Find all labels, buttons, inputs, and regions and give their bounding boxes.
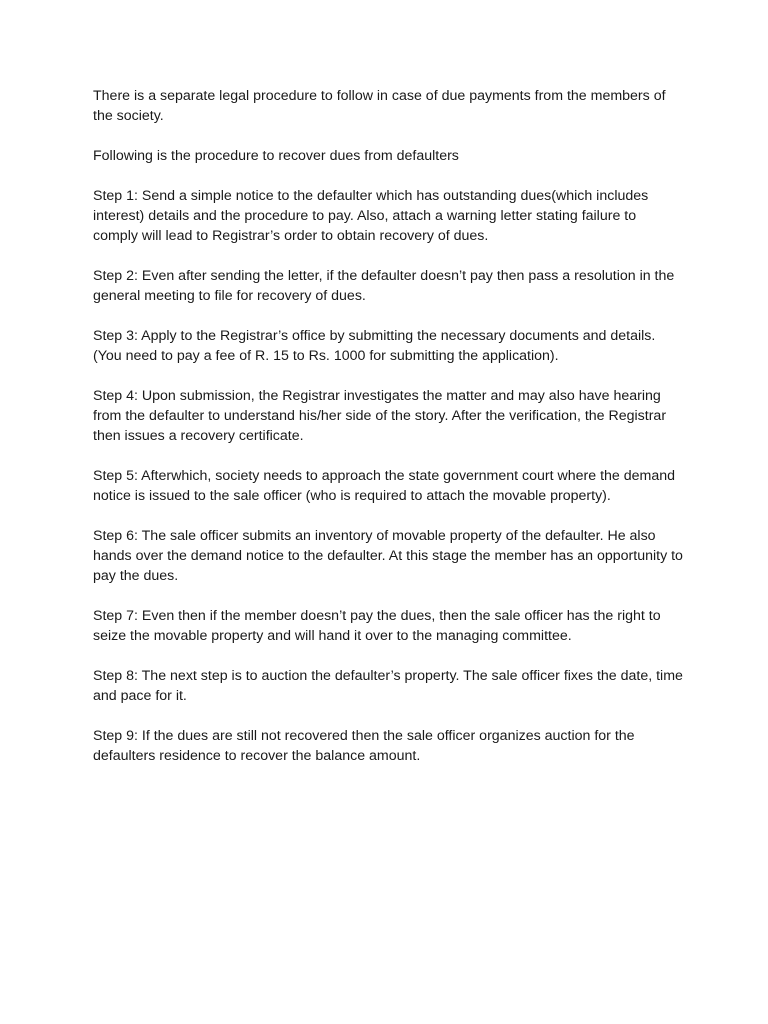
step-1-paragraph: Step 1: Send a simple notice to the defaulter which has outstanding dues(which includes interest) details and the procedure to pay. Also, attach a warning letter stating failure to comply will lead to Registrar’s order to obtain recovery of dues.	[93, 188, 649, 244]
intro-paragraph: There is a separate legal procedure to follow in case of due payments from the members of the society.	[93, 88, 666, 124]
document-body	[93, 86, 683, 786]
step-7-paragraph: Step 7: Even then if the member doesn’t pay the dues, then the sale officer has the right to seize the movable property and will hand it over to the managing committee.	[93, 608, 661, 644]
step-9-paragraph: Step 9: If the dues are still not recovered then the sale officer organizes auction for the defaulters residence to recover the balance amount.	[93, 728, 635, 764]
step-8-paragraph: Step 8: The next step is to auction the defaulter’s property. The sale officer fixes the date, time and pace for it.	[93, 668, 683, 704]
step-2-paragraph: Step 2: Even after sending the letter, if the defaulter doesn’t pay then pass a resolution in the general meeting to file for recovery of dues.	[93, 268, 675, 304]
step-6-paragraph: Step 6: The sale officer submits an inventory of movable property of the defaulter. He also hands over the demand notice to the defaulter. At this stage the member has an opportunity to pay the dues.	[93, 528, 683, 584]
step-4-paragraph: Step 4: Upon submission, the Registrar investigates the matter and may also have hearing from the defaulter to understand his/her side of the story. After the verification, the Registrar then issues a recovery certificate.	[93, 388, 667, 444]
step-5-paragraph: Step 5: Afterwhich, society needs to approach the state government court where the demand notice is issued to the sale officer (who is required to attach the movable property).	[93, 468, 676, 504]
step-3-paragraph: Step 3: Apply to the Registrar’s office by submitting the necessary documents and details. (You need to pay a fee of R. 15 to Rs. 1000 for submitting the application).	[93, 328, 656, 364]
lead-paragraph: Following is the procedure to recover dues from defaulters	[93, 148, 459, 164]
